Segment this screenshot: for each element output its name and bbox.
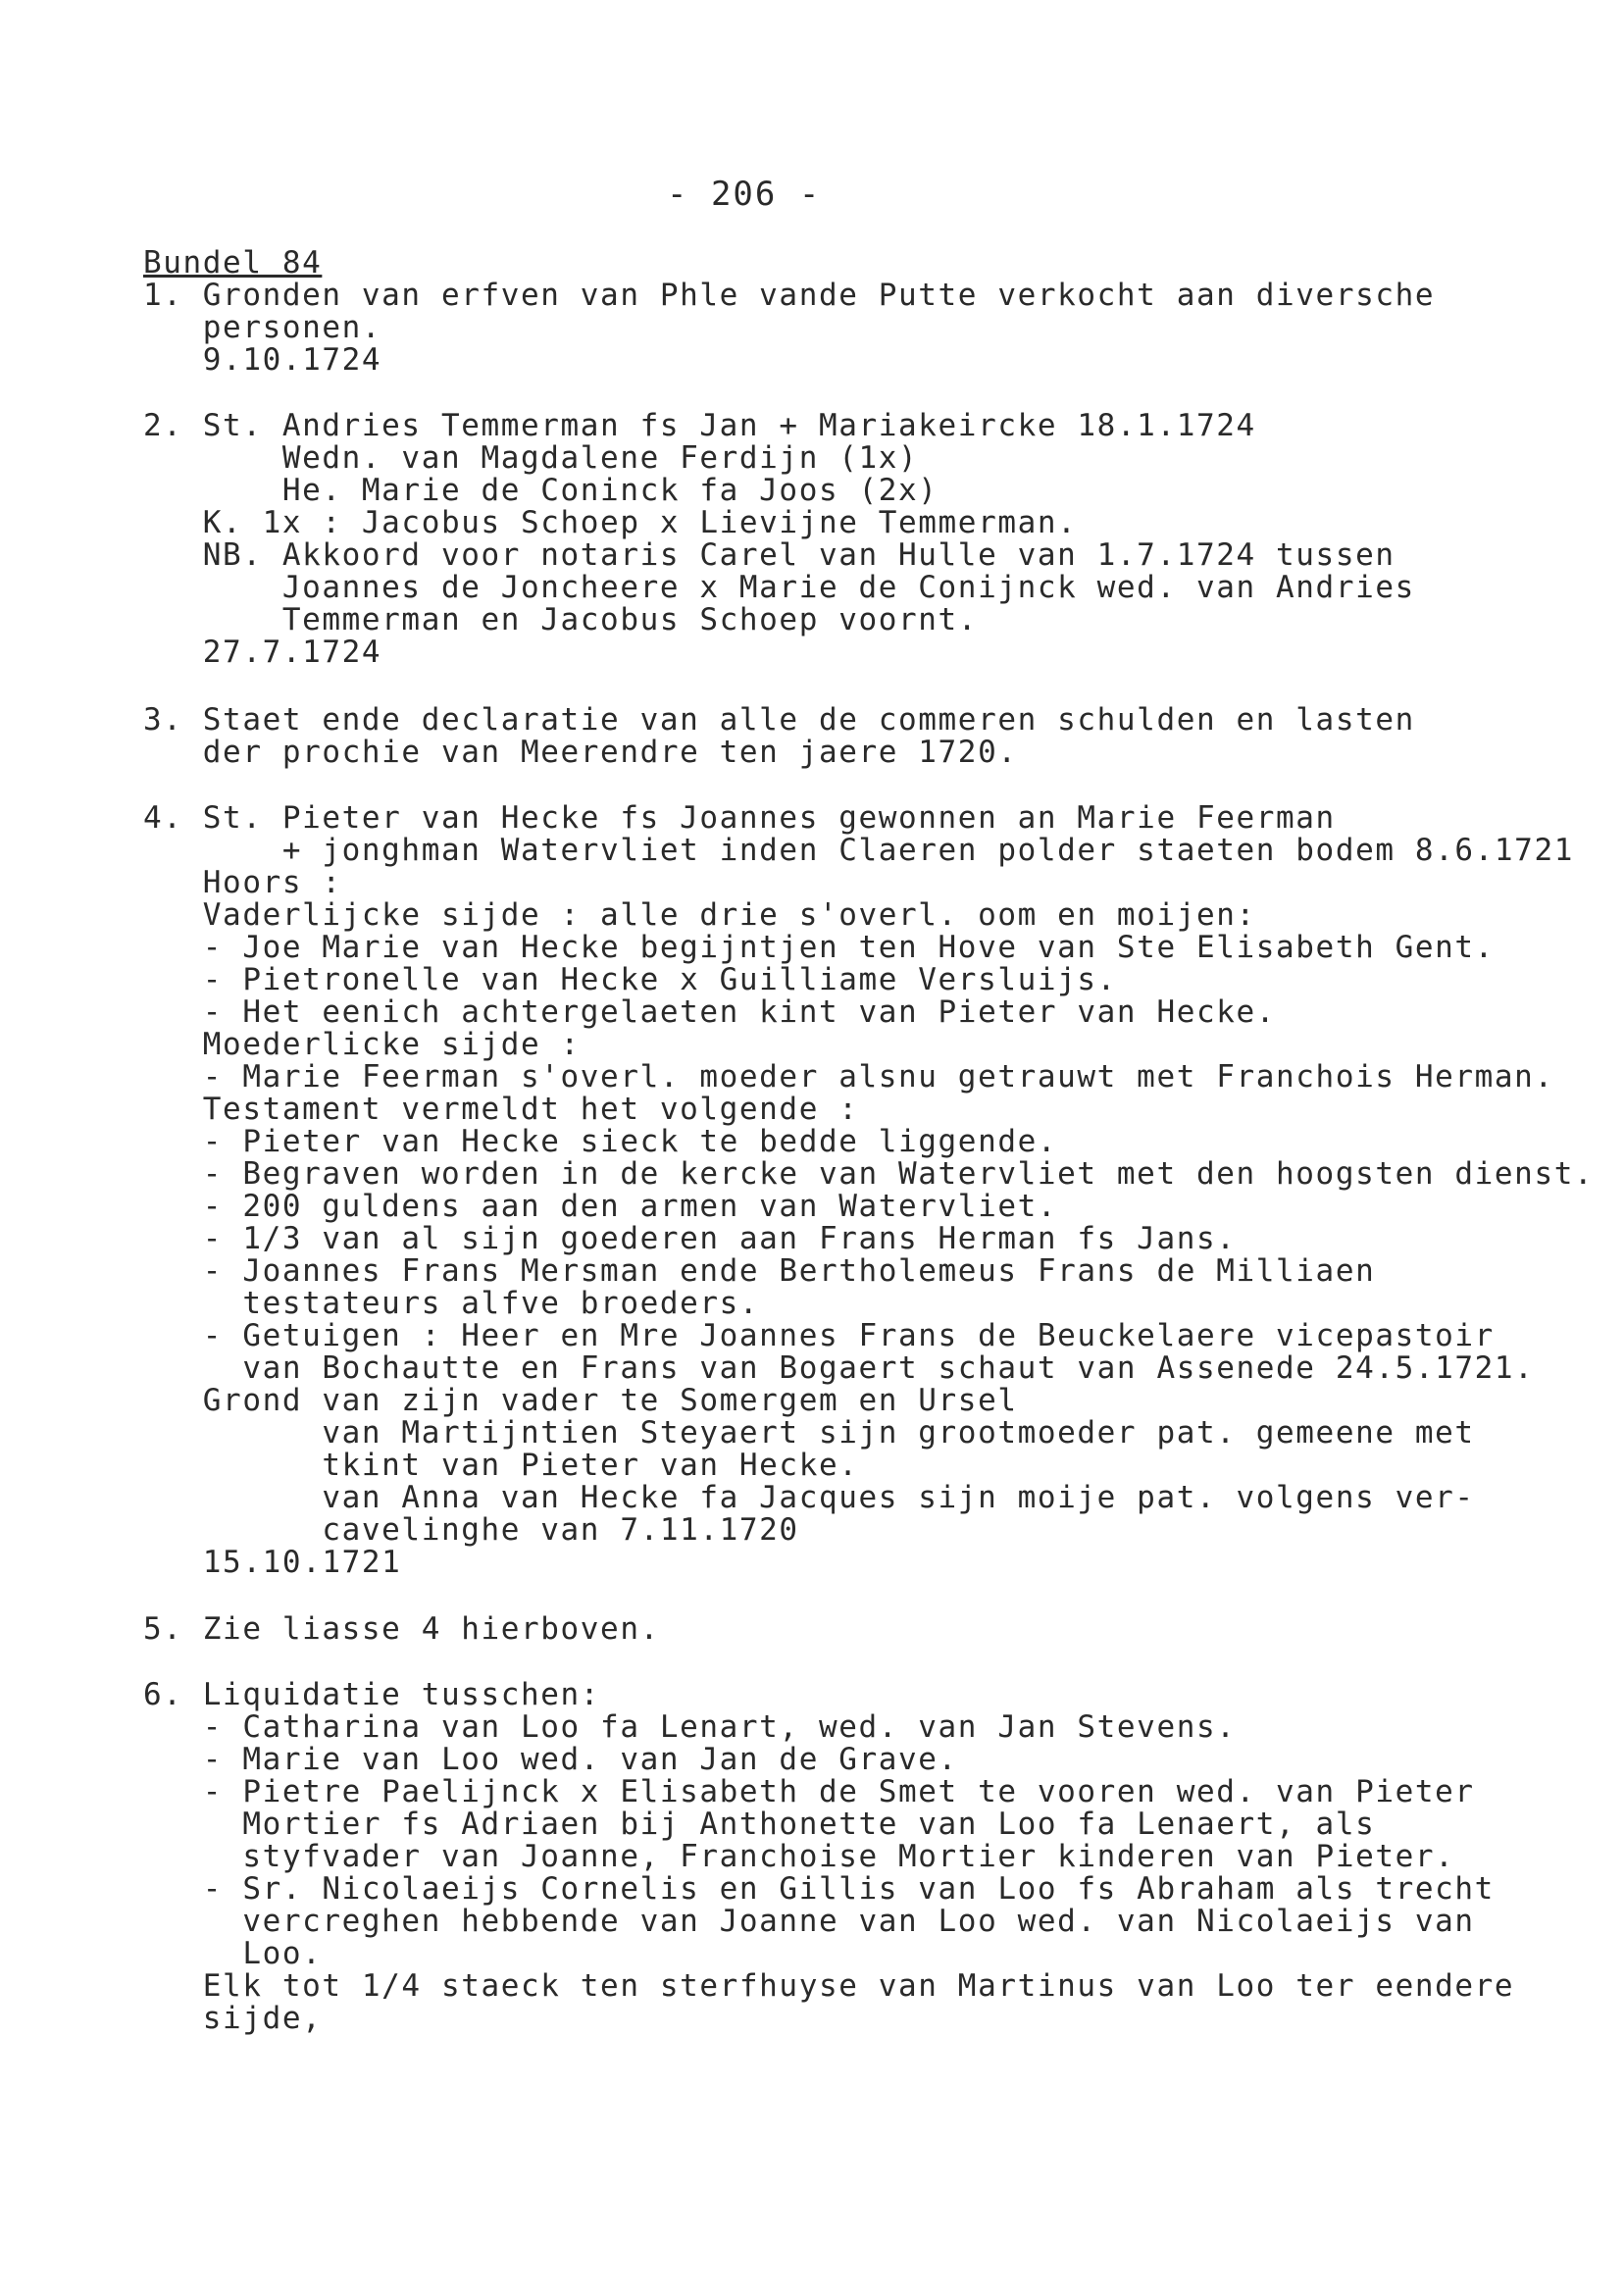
text-line: Mortier fs Adriaen bij Anthonette van Loo fa Lenaert, als xyxy=(143,1807,1376,1842)
bundle-title: Bundel 84 xyxy=(143,245,323,280)
text-line: van Bochautte en Frans van Bogaert schaut van Assenede 24.5.1721. xyxy=(143,1350,1535,1386)
text-line: - Catharina van Loo fa Lenart, wed. van Jan Stevens. xyxy=(143,1709,1237,1745)
text-line: Elk tot 1/4 staeck ten sterfhuyse van Martinus van Loo ter eendere xyxy=(143,1968,1515,2004)
text-line: Testament vermeldt het volgende : xyxy=(143,1092,859,1127)
text-line: 5. Zie liasse 4 hierboven. xyxy=(143,1611,660,1647)
text-line: 6. Liquidatie tusschen: xyxy=(143,1677,601,1712)
text-line: 9.10.1724 xyxy=(143,342,382,378)
text-line: tkint van Pieter van Hecke. xyxy=(143,1448,859,1483)
text-line: 2. St. Andries Temmerman fs Jan + Mariakeircke 18.1.1724 xyxy=(143,408,1256,443)
text-line: testateurs alfve broeders. xyxy=(143,1286,760,1321)
text-line: - Marie van Loo wed. van Jan de Grave. xyxy=(143,1742,958,1777)
text-line: - Joannes Frans Mersman ende Bertholemeus Frans de Milliaen xyxy=(143,1253,1376,1289)
text-line: Hoors : xyxy=(143,865,342,900)
text-line: - 1/3 van al sijn goederen aan Frans Herman fs Jans. xyxy=(143,1221,1237,1256)
text-line: - Het eenich achtergelaeten kint van Pieter van Hecke. xyxy=(143,994,1277,1030)
text-line: - Getuigen : Heer en Mre Joannes Frans de Beuckelaere vicepastoir xyxy=(143,1318,1495,1353)
text-line: Temmerman en Jacobus Schoep voornt. xyxy=(143,602,979,637)
text-line: cavelinghe van 7.11.1720 xyxy=(143,1512,799,1548)
text-line: - Marie Feerman s'overl. moeder alsnu getrauwt met Franchois Herman. xyxy=(143,1059,1554,1095)
text-line: 27.7.1724 xyxy=(143,635,382,670)
text-line: vercreghen hebbende van Joanne van Loo wed. van Nicolaeijs van xyxy=(143,1904,1475,1939)
text-line: personen. xyxy=(143,310,382,345)
text-line: 1. Gronden van erfven van Phle vande Putte verkocht aan diversche xyxy=(143,278,1436,313)
text-line: 3. Staet ende declaratie van alle de commeren schulden en lasten xyxy=(143,702,1415,738)
text-line: Grond van zijn vader te Somergem en Ursel xyxy=(143,1383,1018,1418)
text-line: 15.10.1721 xyxy=(143,1545,402,1580)
text-line: - Begraven worden in de kercke van Watervliet met den hoogsten dienst. xyxy=(143,1156,1595,1192)
text-line: K. 1x : Jacobus Schoep x Lievijne Temmerman. xyxy=(143,505,1078,540)
text-line: sijde, xyxy=(143,2001,323,2036)
text-line: - Joe Marie van Hecke begijntjen ten Hove van Ste Elisabeth Gent. xyxy=(143,930,1495,965)
text-line: Loo. xyxy=(143,1936,323,1971)
text-line: Wedn. van Magdalene Ferdijn (1x) xyxy=(143,440,919,476)
text-line: der prochie van Meerendre ten jaere 1720. xyxy=(143,735,1018,770)
text-line: van Martijntien Steyaert sijn grootmoeder pat. gemeene met xyxy=(143,1415,1475,1451)
text-line: - Pietronelle van Hecke x Guilliame Versluijs. xyxy=(143,962,1117,997)
text-line: He. Marie de Coninck fa Joos (2x) xyxy=(143,473,939,508)
text-line: - 200 guldens aan den armen van Watervliet. xyxy=(143,1189,1058,1224)
text-line: - Pietre Paelijnck x Elisabeth de Smet te vooren wed. van Pieter xyxy=(143,1774,1475,1809)
text-line: Moederlicke sijde : xyxy=(143,1027,581,1062)
text-line: NB. Akkoord voor notaris Carel van Hulle van 1.7.1724 tussen xyxy=(143,537,1396,573)
page-number: - 206 - xyxy=(667,175,822,214)
text-line: Joannes de Joncheere x Marie de Conijnck wed. van Andries xyxy=(143,570,1415,605)
text-line: + jonghman Watervliet inden Claeren polder staeten bodem 8.6.1721 xyxy=(143,833,1574,868)
text-line: - Pieter van Hecke sieck te bedde liggende. xyxy=(143,1124,1058,1159)
text-line: styfvader van Joanne, Franchoise Mortier kinderen van Pieter. xyxy=(143,1839,1455,1874)
text-line: - Sr. Nicolaeijs Cornelis en Gillis van Loo fs Abraham als trecht xyxy=(143,1871,1495,1907)
text-line: 4. St. Pieter van Hecke fs Joannes gewonnen an Marie Feerman xyxy=(143,800,1336,836)
text-line: van Anna van Hecke fa Jacques sijn moije pat. volgens ver- xyxy=(143,1480,1475,1515)
text-line: Vaderlijcke sijde : alle drie s'overl. oom en moijen: xyxy=(143,897,1256,933)
